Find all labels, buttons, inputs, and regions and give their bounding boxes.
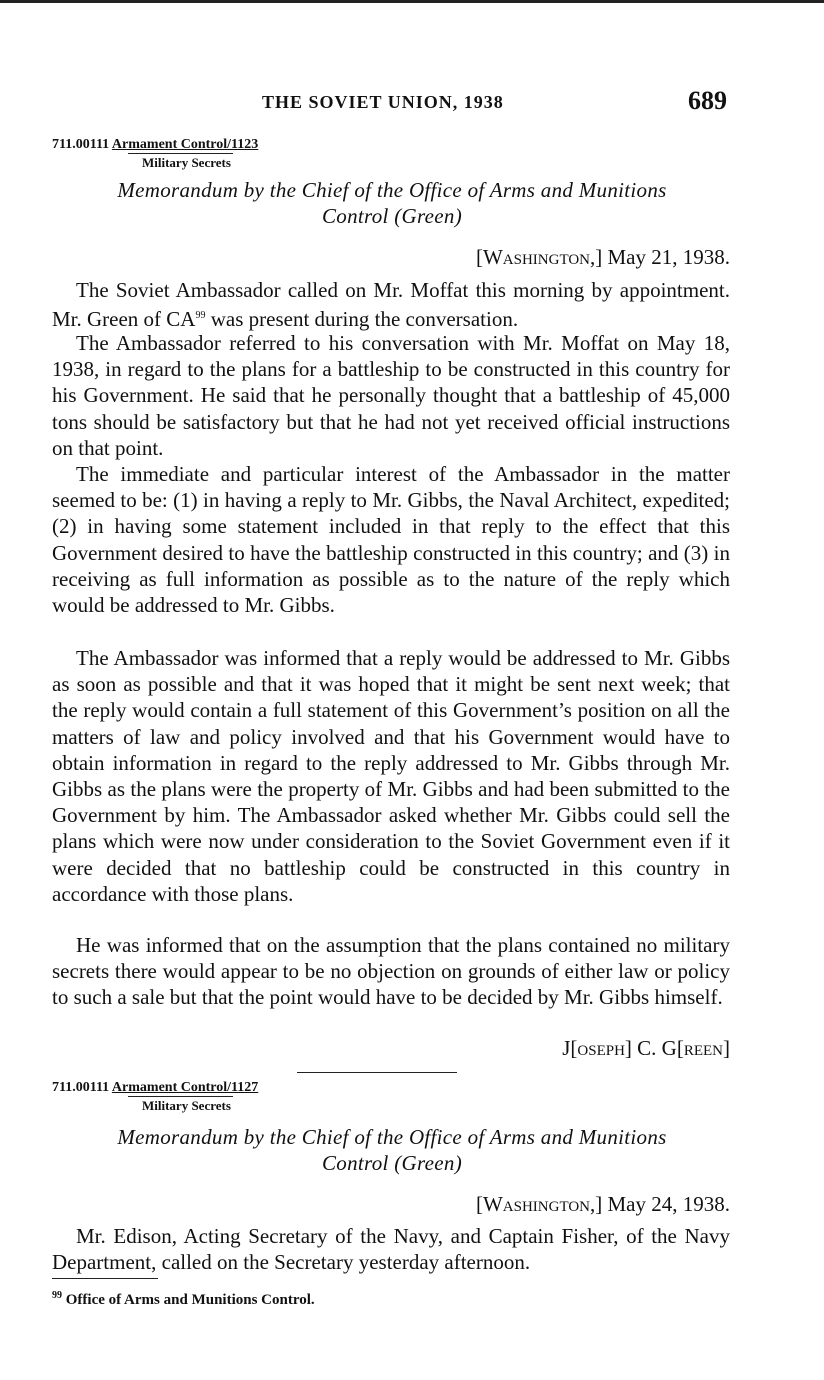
file-subject: Armament Control/1127: [111, 1080, 259, 1095]
paragraph: The Ambassador was informed that a reply would be addressed to Mr. Gibbs as soon as possible and that it was hoped that it might be sent next week; that the reply would contain a full statement of this Government’s position on all the matters of law and policy involved and that his Government would have to obtain information in regard to the reply addressed to Mr. Gibbs through Mr. Gibbs as the plans were the property of Mr. Gibbs and had been submitted to the Government by him. The Ambassador asked whether Mr. Gibbs could sell the plans which were now under consideration to the Soviet Government even if it were decided that no battleship could be constructed in this country in accordance with those plans.: [52, 646, 730, 906]
paragraph: The Ambassador referred to his conversation with Mr. Moffat on May 18, 1938, in regard to the plans for a battleship to be constructed in this country for his Government. He said that he personally thought that a battleship of 45,000 tons should be satisfactory but that he had not yet received official instructions on that point.: [52, 331, 730, 460]
dateline: [Washington,] May 24, 1938.: [475, 1192, 730, 1216]
memo-title: Memorandum by the Chief of the Office of Arms and Munitions Control (Green): [117, 1125, 667, 1175]
memo-title: Memorandum by the Chief of the Office of Arms and Munitions Control (Green): [117, 178, 667, 228]
paragraph: The Soviet Ambassador called on Mr. Moffat this morning by appointment. Mr. Green of CA$^{99}$ was present during the conversation.: [52, 278, 730, 332]
file-subject: Armament Control/1123: [111, 137, 259, 152]
file-subtitle: Military Secrets: [142, 155, 231, 171]
file-code: 711.00111: [52, 137, 110, 152]
paragraph: He was informed that on the assumption that the plans contained no military secrets there would appear to be no objection on grounds of either law or policy to such a sale but that the point would have to be decided by Mr. Gibbs himself.: [52, 933, 730, 1010]
paragraph: The immediate and particular interest of the Ambassador in the matter seemed to be: (1) in having a reply to Mr. Gibbs, the Naval Architect, expedited; (2) in having some statement included in that reply to the effect that this Government desired to have the battleship constructed in this country; and (3) in receiving as full information as possible as to the nature of the reply which would be addressed to Mr. Gibbs.: [52, 462, 730, 618]
file-reference: [52, 1080, 258, 1096]
paragraph: Mr. Edison, Acting Secretary of the Navy, and Captain Fisher, of the Navy Department, called on the Secretary yesterday afternoon.: [52, 1224, 730, 1275]
dateline: [Washington,] May 21, 1938.: [475, 245, 730, 269]
footnote: $^{99}$ Office of Arms and Munitions Control.: [52, 1290, 315, 1308]
footnote-rule: [52, 1278, 158, 1279]
page-top-edge: [0, 0, 824, 3]
section-divider: [297, 1072, 457, 1073]
file-subtitle: Military Secrets: [142, 1098, 231, 1114]
running-head: THE SOVIET UNION, 1938: [262, 92, 504, 112]
page-number: 689: [688, 86, 727, 115]
signature: J[oseph] C. G[reen]: [562, 1036, 730, 1060]
file-code: 711.00111: [52, 1080, 110, 1095]
file-reference: [52, 137, 258, 153]
